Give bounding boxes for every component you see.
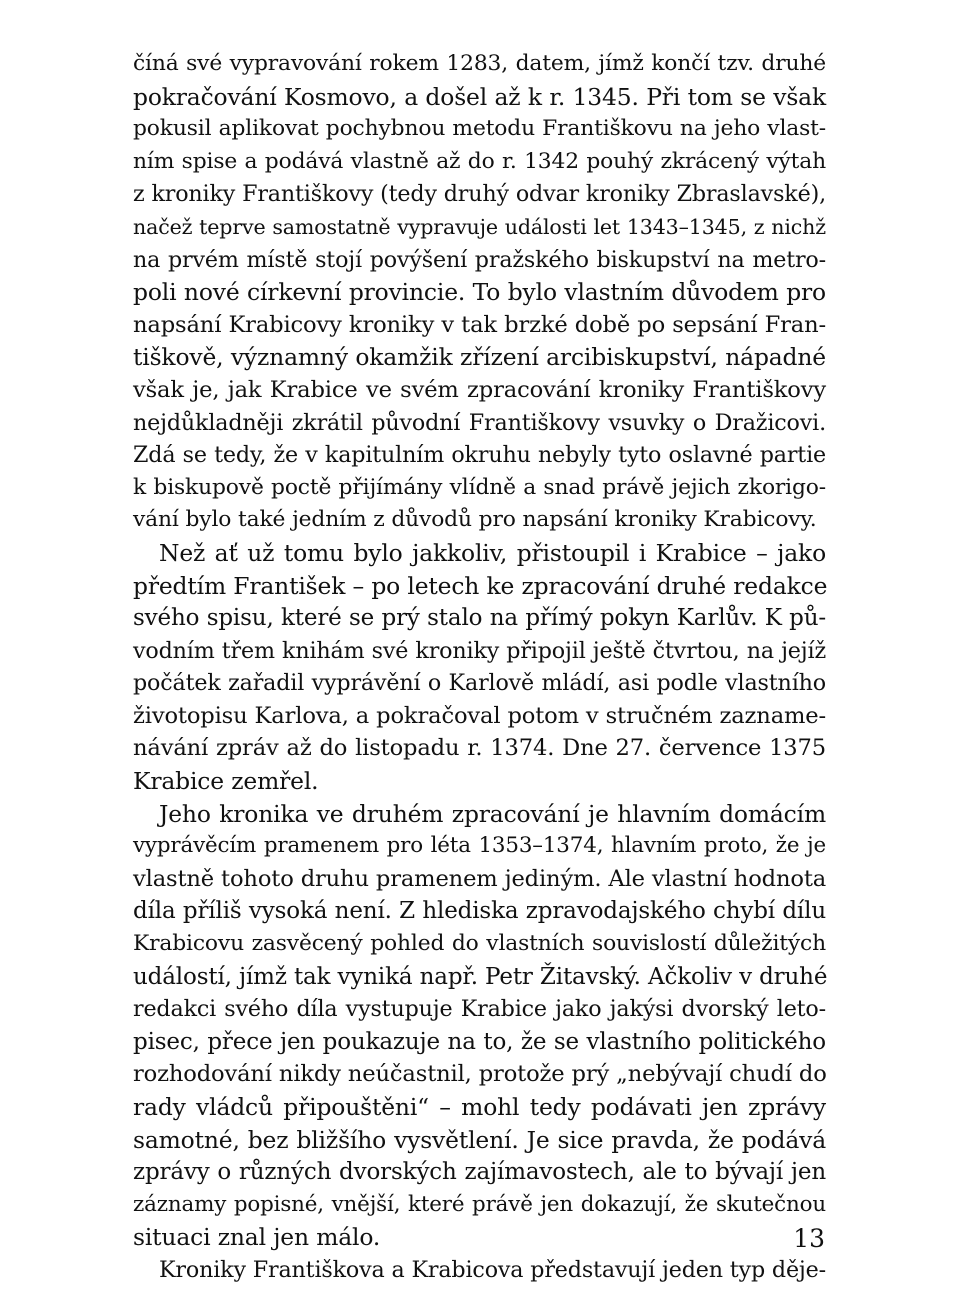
text-line: návání zpráv až do listopadu r. 1374. Dne 27. července 1375: [133, 735, 826, 762]
text-line: situaci znal jen málo.: [133, 1223, 381, 1252]
text-line: Než ať už tomu bylo jakkoliv, přistoupil i Krabice – jako: [159, 538, 826, 567]
text-line: samotné, bez bližšího vysvětlení. Je sice pravda, že podává: [133, 1125, 826, 1154]
paragraph-3: [133, 798, 826, 1254]
text-line: díla příliš vysoká není. Z hlediska zpravodajského chybí dílu: [133, 898, 826, 925]
text-line: napsání Krabicovy kroniky v tak brzké době po sepsání Fran-: [133, 311, 826, 338]
text-line: pokračování Kosmovo, a došel až k r. 1345. Při tom se však: [133, 82, 826, 111]
text-line: rady vládců připouštěni“ – mohl tedy podávati jen zprávy: [133, 1093, 826, 1121]
page-number: 13: [793, 1224, 825, 1253]
text-line: Zdá se tedy, že v kapitulním okruhu nebyly tyto oslavné partie: [133, 442, 826, 469]
text-line: číná své vypravování rokem 1283, datem, jímž končí tzv. druhé: [133, 51, 826, 76]
text-line: ním spise a podává vlastně až do r. 1342 pouhý zkrácený výtah: [133, 148, 826, 174]
text-line: Jeho kronika ve druhém zpracování je hlavním domácím: [159, 799, 826, 828]
text-line: životopisu Karlova, a pokračoval potom v stručném zazname-: [133, 702, 826, 729]
paragraph-4: [133, 1254, 826, 1287]
text-line: vyprávěcím pramenem pro léta 1353–1374, hlavním proto, že je: [133, 833, 826, 859]
text-line: událostí, jímž tak vyniká např. Petr Žitavský. Ačkoliv v druhé: [133, 963, 828, 990]
text-line: záznamy popisné, vnější, které právě jen dokazují, že skutečnou: [133, 1191, 826, 1217]
text-line: vání bylo také jedním z důvodů pro napsání kroniky Krabicovy.: [133, 507, 817, 533]
text-line: vlastně tohoto druhu pramenem jediným. Ale vlastní hodnota: [133, 865, 827, 892]
text-line: však je, jak Krabice ve svém zpracování kroniky Františkovy: [133, 376, 826, 403]
text-line: redakci svého díla vystupuje Krabice jako jakýsi dvorský leto-: [133, 996, 826, 1023]
text-line: na prvém místě stojí povýšení pražského biskupství na metro-: [133, 246, 826, 273]
text-line: Kroniky Františkova a Krabicova představují jeden typ děje-: [159, 1256, 826, 1283]
text-line: pisec, přece jen poukazuje na to, že se vlastního politického: [133, 1028, 826, 1055]
text-line: tiškově, významný okamžik zřízení arcibiskupství, nápadné: [133, 343, 826, 372]
text-line: Krabicovu zasvěcený pohled do vlastních souvislostí důležitých: [133, 931, 826, 957]
paragraph-1: [133, 48, 826, 537]
paragraph-2: [133, 537, 826, 798]
text-line: nejdůkladněji zkrátil původní Františkovy vsuvky o Dražicovi.: [133, 409, 826, 436]
text-line: k biskupově poctě přijímány vlídně a snad právě jejich zkorigo-: [133, 474, 826, 500]
text-line: Krabice zemřel.: [133, 767, 319, 796]
text-line: zprávy o různých dvorských zajímavostech, ale to bývají jen: [133, 1159, 826, 1186]
text-line: načež teprve samostatně vypravuje události let 1343–1345, z nichž: [133, 214, 826, 239]
text-line: svého spisu, které se prý stalo na přímý pokyn Karlův. K pů-: [133, 605, 826, 632]
text-line: předtím František – po letech ke zpracování druhé redakce: [133, 571, 828, 600]
page-body: [133, 48, 826, 1287]
text-line: poli nové církevní provincie. To bylo vlastním důvodem pro: [133, 278, 826, 307]
text-line: počátek zařadil vyprávění o Karlově mládí, asi podle vlastního: [133, 670, 826, 697]
text-line: rozhodování nikdy neúčastnil, protože prý „nebývají chudí do: [133, 1061, 827, 1088]
text-line: pokusil aplikovat pochybnou metodu Františkovu na jeho vlast-: [133, 116, 826, 142]
text-line: z kroniky Františkovy (tedy druhý odvar kroniky Zbraslavské),: [133, 181, 826, 208]
text-line: vodním třem knihám své kroniky připojil ještě čtvrtou, na jejíž: [133, 637, 826, 664]
